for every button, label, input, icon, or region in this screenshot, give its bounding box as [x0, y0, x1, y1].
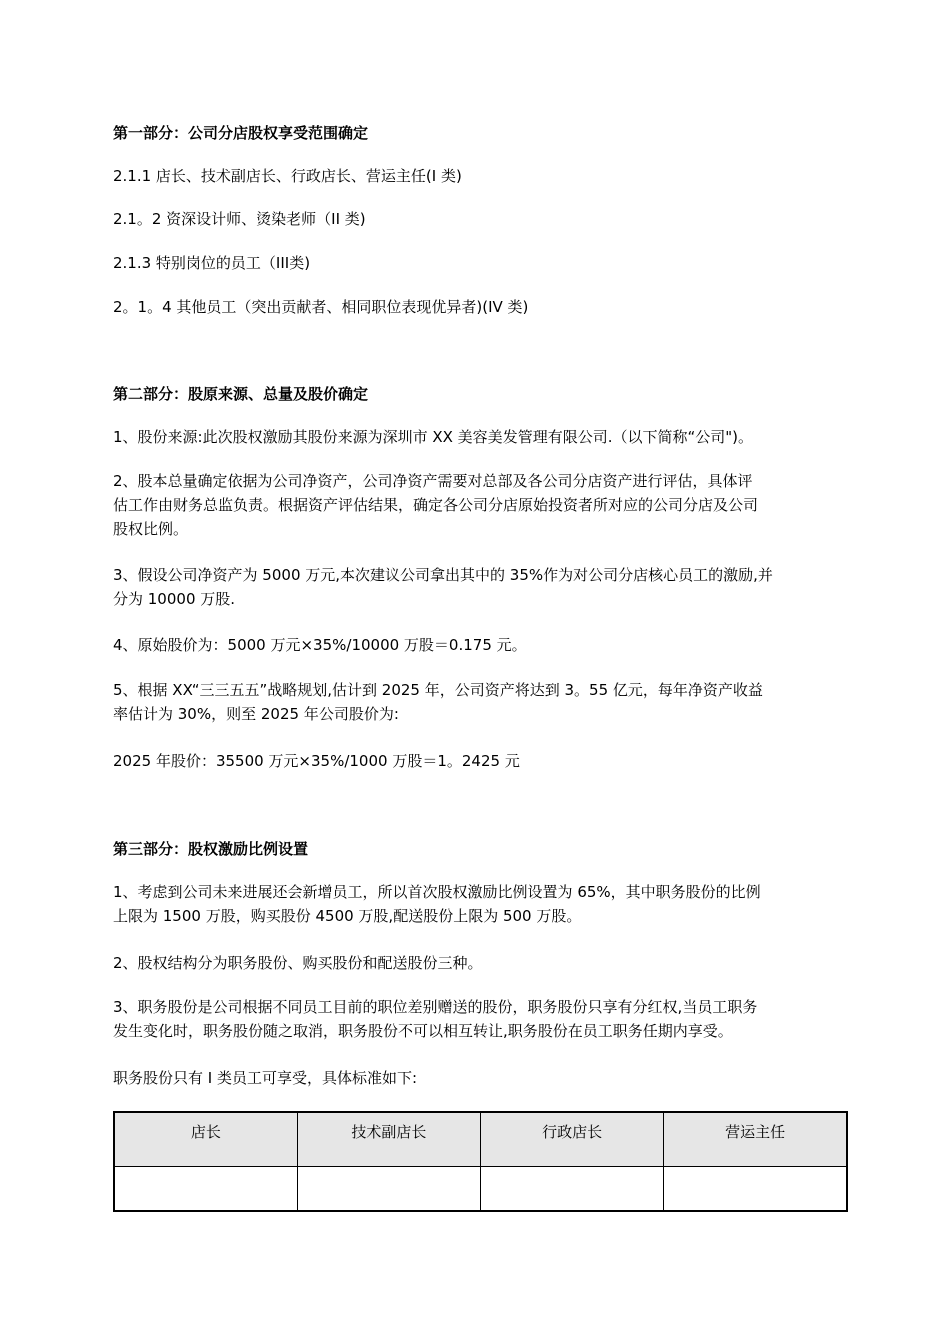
section2-paragraph-2-line-2: 估工作由财务总监负责。根据资产评估结果，确定各公司分店原始投资者所对应的公司分店及公司: [113, 496, 759, 514]
section1-item-1: 2.1.1 店长、技术副店长、行政店长、营运主任(I 类): [113, 167, 462, 185]
table-header-operations-supervisor: 营运主任: [664, 1112, 847, 1166]
table-cell: [114, 1166, 297, 1211]
table-header-store-manager: 店长: [114, 1112, 297, 1166]
section3-paragraph-3-line-1: 3、职务股份是公司根据不同员工目前的职位差别赠送的股份，职务股份只享有分红权,当员工职务: [113, 998, 758, 1016]
section2-paragraph-6: 2025 年股价：35500 万元×35%/1000 万股＝1。2425 元: [113, 752, 520, 770]
section2-paragraph-4: 4、原始股价为：5000 万元×35%/10000 万股＝0.175 元。: [113, 636, 527, 654]
section3-paragraph-1: [113, 880, 835, 928]
section2-title: 第二部分：股原来源、总量及股价确定: [113, 385, 369, 403]
section3-paragraph-1-line-1: 1、考虑到公司未来进展还会新增员工，所以首次股权激励比例设置为 65%，其中职务股份的比例: [113, 883, 761, 901]
section1-item-3: 2.1.3 特别岗位的员工（III类): [113, 254, 311, 272]
table-header-administrative-manager: 行政店长: [481, 1112, 664, 1166]
section3-paragraph-1-line-2: 上限为 1500 万股，购买股份 4500 万股,配送股份上限为 500 万股。: [113, 907, 582, 925]
section2-paragraph-5-line-2: 率估计为 30%，则至 2025 年公司股价为:: [113, 705, 399, 723]
section3-paragraph-4: 职务股份只有 I 类员工可享受，具体标准如下:: [113, 1069, 418, 1087]
section2-paragraph-3: [113, 563, 835, 611]
section1-title: 第一部分：公司分店股权享受范围确定: [113, 124, 369, 142]
table-cell: [664, 1166, 847, 1211]
section2-paragraph-1: 1、股份来源:此次股权激励其股份来源为深圳市 XX 美容美发管理有限公司.（以下简称“公司")。: [113, 428, 753, 446]
section2-paragraph-2-line-1: 2、股本总量确定依据为公司净资产，公司净资产需要对总部及各公司分店资产进行评估，具体评: [113, 472, 753, 490]
table-header-row: [114, 1112, 847, 1166]
section2-paragraph-2-line-3: 股权比例。: [113, 520, 189, 538]
section3-paragraph-3-line-2: 发生变化时，职务股份随之取消，职务股份不可以相互转让,职务股份在员工职务任期内享受。: [113, 1022, 733, 1040]
section3-paragraph-3: [113, 995, 835, 1043]
section2-paragraph-3-line-1: 3、假设公司净资产为 5000 万元,本次建议公司拿出其中的 35%作为对公司分店核心员工的激励,并: [113, 566, 773, 584]
table-header-technical-deputy-manager: 技术副店长: [297, 1112, 480, 1166]
section3-paragraph-2: 2、股权结构分为职务股份、购买股份和配送股份三种。: [113, 954, 483, 972]
section2-paragraph-5: [113, 678, 835, 726]
section1-item-2: 2.1。2 资深设计师、烫染老师（II 类): [113, 210, 366, 228]
table-cell: [297, 1166, 480, 1211]
section3-title: 第三部分：股权激励比例设置: [113, 840, 309, 858]
section2-paragraph-2: [113, 469, 835, 541]
table-cell: [481, 1166, 664, 1211]
section2-paragraph-5-line-1: 5、根据 XX“三三五五”战略规划,估计到 2025 年，公司资产将达到 3。55 亿元，每年净资产收益: [113, 681, 763, 699]
table-row: [114, 1166, 847, 1211]
section1-item-4: 2。1。4 其他员工（突出贡献者、相同职位表现优异者)(IV 类): [113, 298, 529, 316]
duty-shares-table: [113, 1111, 848, 1212]
section2-paragraph-3-line-2: 分为 10000 万股.: [113, 590, 236, 608]
